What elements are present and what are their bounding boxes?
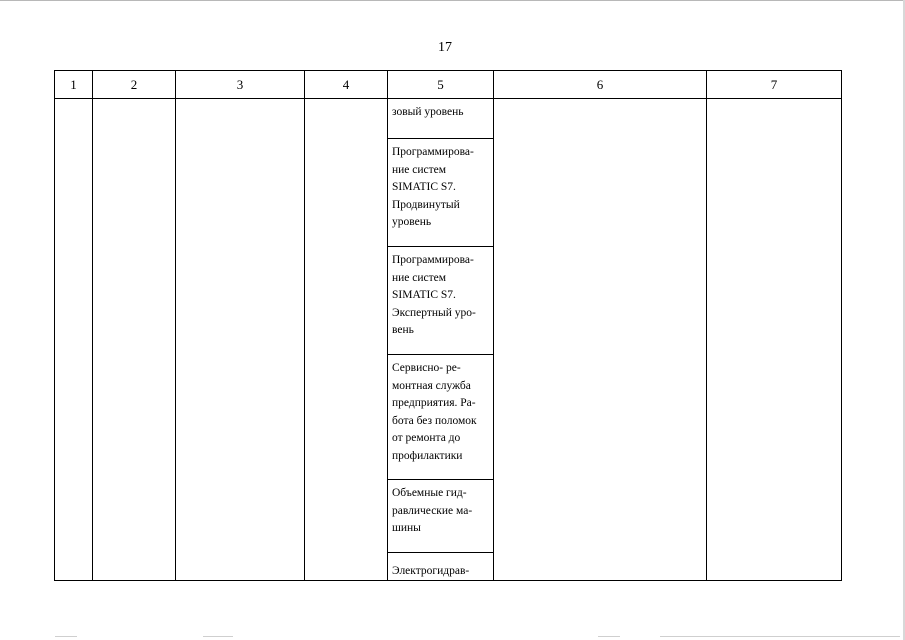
page-number: 17: [438, 40, 452, 55]
column5-cell: Программирова- ние систем SIMATIC S7. Экспертный уро- вень: [388, 247, 494, 355]
top-border-line: [0, 0, 905, 1]
column5-cell: зовый уровень: [388, 99, 494, 139]
column-divider: [706, 71, 707, 580]
scan-artifact: [203, 636, 233, 637]
header-cell-5: 5: [437, 77, 444, 92]
header-cell-7: 7: [770, 77, 778, 92]
header-cell-2: 2: [130, 77, 138, 92]
header-cell-6: 6: [596, 77, 604, 92]
column5-cell: Объемные гид- равлические ма- шины: [388, 480, 494, 553]
column-divider: [92, 71, 93, 580]
column5-cell: Программирова- ние систем SIMATIC S7. Продвинутый уровень: [388, 139, 494, 247]
scan-artifact: [660, 636, 900, 637]
table: [54, 70, 842, 581]
header-cell-3: 3: [236, 77, 244, 92]
column5-cell: Сервисно- ре- монтная служба предприятия. Ра- бота без поломок от ремонта до профилактики: [388, 355, 494, 480]
scan-artifact: [55, 636, 77, 637]
column-divider: [304, 71, 305, 580]
header-cell-4: 4: [342, 77, 350, 92]
scan-artifact: [598, 636, 620, 637]
column-divider: [175, 71, 176, 580]
header-cell-1: 1: [70, 77, 77, 92]
column5-cell: Электрогидрав-: [392, 565, 470, 577]
